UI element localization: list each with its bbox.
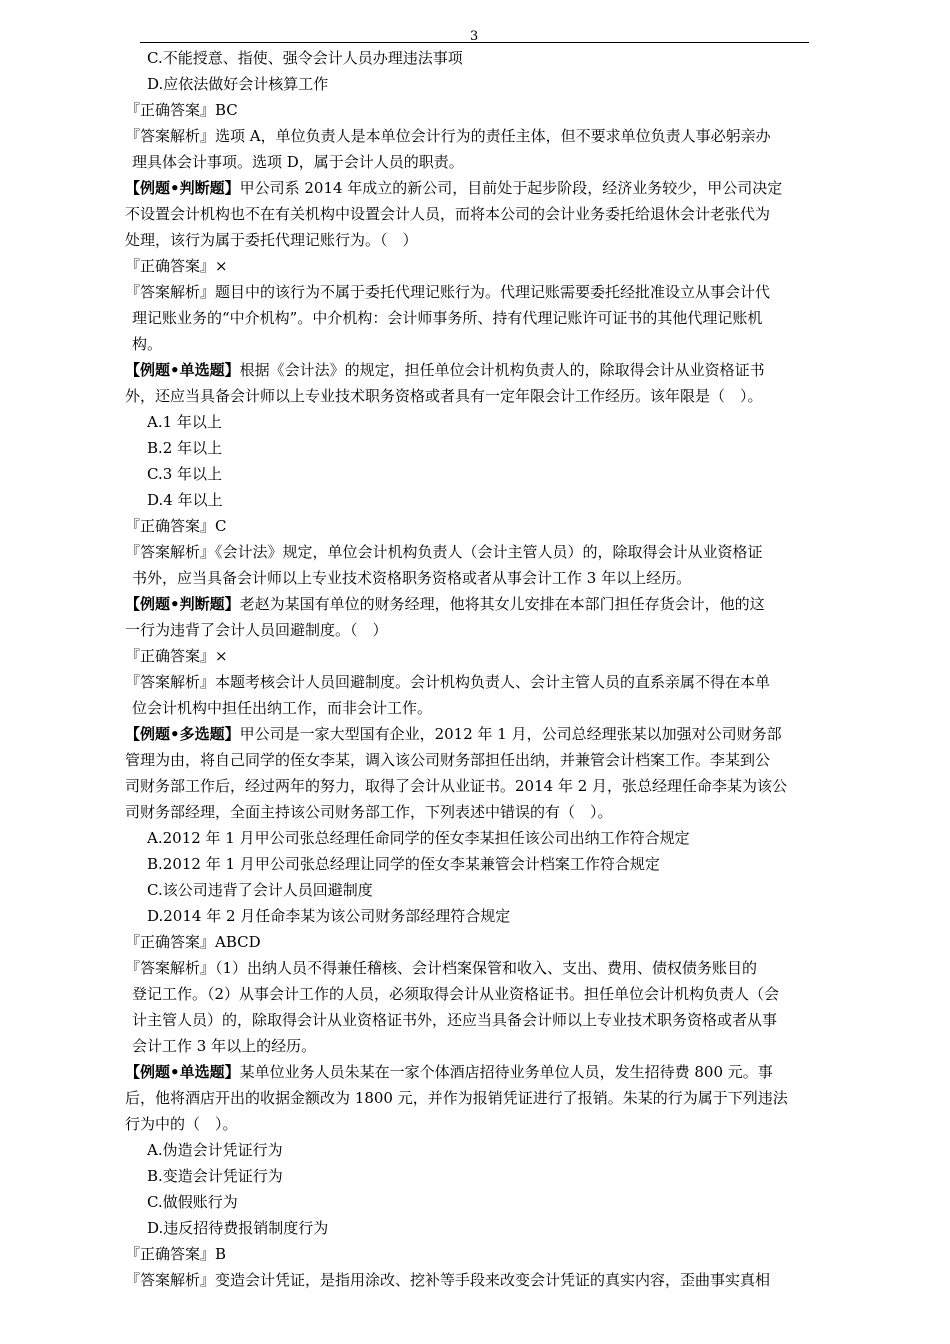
line-text: A.2012 年 1 月甲公司张总经理任命同学的侄女李某担任该公司出纳工作符合规定 xyxy=(147,829,690,847)
option-line xyxy=(114,45,844,71)
answer-explanation-continued xyxy=(114,149,844,175)
header-rule xyxy=(140,42,809,43)
line-text: 『正确答案』× xyxy=(125,647,228,665)
line-text: 管理为由，将自己同学的侄女李某，调入该公司财务部担任出纳，并兼管会计档案工作。李某到公 xyxy=(125,751,771,769)
question-line xyxy=(114,175,844,201)
option-line xyxy=(114,409,844,435)
answer-explanation xyxy=(114,123,844,149)
answer-explanation-continued xyxy=(114,565,844,591)
line-text: 处理，该行为属于委托代理记账行为。（ ） xyxy=(125,231,418,249)
correct-answer xyxy=(114,929,844,955)
line-text: C.不能授意、指使、强令会计人员办理违法事项 xyxy=(147,49,463,67)
option-line xyxy=(114,71,844,97)
correct-answer xyxy=(114,1241,844,1267)
line-text: 『正确答案』C xyxy=(125,517,227,535)
line-text: D.违反招待费报销制度行为 xyxy=(147,1219,329,1237)
answer-explanation xyxy=(114,1267,844,1293)
line-text: 『答案解析』（1）出纳人员不得兼任稽核、会计档案保管和收入、支出、费用、债权债务账目的 xyxy=(125,959,758,977)
option-line xyxy=(114,851,844,877)
line-text: 理具体会计事项。选项 D，属于会计人员的职责。 xyxy=(132,153,464,171)
line-text: 位会计机构中担任出纳工作，而非会计工作。 xyxy=(132,699,433,717)
question-type-label: 【例题•多选题】 xyxy=(125,725,240,743)
line-text: A.1 年以上 xyxy=(147,413,222,431)
line-text: 『正确答案』× xyxy=(125,257,228,275)
line-text: 『正确答案』ABCD xyxy=(125,933,261,951)
page-number: 3 xyxy=(470,29,479,44)
line-text: 『答案解析』《会计法》规定，单位会计机构负责人（会计主管人员）的，除取得会计从业资格证 xyxy=(125,543,763,561)
answer-explanation xyxy=(114,279,844,305)
answer-explanation-continued xyxy=(114,981,844,1007)
correct-answer xyxy=(114,97,844,123)
answer-explanation xyxy=(114,669,844,695)
correct-answer xyxy=(114,643,844,669)
question-continued xyxy=(114,747,844,773)
answer-explanation-continued xyxy=(114,305,844,331)
line-text: D.2014 年 2 月任命李某为该公司财务部经理符合规定 xyxy=(147,907,511,925)
question-continued xyxy=(114,227,844,253)
line-text: 书外，应当具备会计师以上专业技术资格职务资格或者从事会计工作 3 年以上经历。 xyxy=(132,569,692,587)
line-text: 某单位业务人员朱某在一家个体酒店招待业务单位人员，发生招待费 800 元。事 xyxy=(239,1063,773,1081)
question-type-label: 【例题•判断题】 xyxy=(125,595,240,613)
line-text: 理记账业务的“中介机构”。中介机构：会计师事务所、持有代理记账许可证书的其他代理记账机 xyxy=(132,309,763,327)
line-text: 行为中的（ ）。 xyxy=(125,1115,238,1133)
line-text: 『正确答案』B xyxy=(125,1245,227,1263)
question-continued xyxy=(114,201,844,227)
question-continued xyxy=(114,1085,844,1111)
document-body xyxy=(114,45,844,1293)
question-continued xyxy=(114,1111,844,1137)
line-text: C.做假账行为 xyxy=(147,1193,238,1211)
line-text: 『答案解析』本题考核会计人员回避制度。会计机构负责人、会计主管人员的直系亲属不得在本单 xyxy=(125,673,771,691)
question-line xyxy=(114,721,844,747)
line-text: 一行为违背了会计人员回避制度。（ ） xyxy=(125,621,388,639)
line-text: A.伪造会计凭证行为 xyxy=(147,1141,283,1159)
option-line xyxy=(114,1215,844,1241)
line-text: 登记工作。（2）从事会计工作的人员，必须取得会计从业资格证书。担任单位会计机构负责人（会 xyxy=(132,985,780,1003)
line-text: 甲公司是一家大型国有企业，2012 年 1 月，公司总经理张某以加强对公司财务部 xyxy=(239,725,782,743)
question-type-label: 【例题•单选题】 xyxy=(125,361,240,379)
line-text: 计主管人员）的，除取得会计从业资格证书外，还应当具备会计师以上专业技术职务资格或者从事 xyxy=(132,1011,778,1029)
question-type-label: 【例题•单选题】 xyxy=(125,1063,240,1081)
line-text: B.变造会计凭证行为 xyxy=(147,1167,283,1185)
line-text: 会计工作 3 年以上的经历。 xyxy=(132,1037,317,1055)
option-line xyxy=(114,825,844,851)
option-line xyxy=(114,1137,844,1163)
option-line xyxy=(114,461,844,487)
line-text: B.2 年以上 xyxy=(147,439,223,457)
line-text: B.2012 年 1 月甲公司张总经理让同学的侄女李某兼管会计档案工作符合规定 xyxy=(147,855,660,873)
correct-answer xyxy=(114,513,844,539)
answer-explanation xyxy=(114,539,844,565)
question-continued xyxy=(114,799,844,825)
line-text: 甲公司系 2014 年成立的新公司，目前处于起步阶段，经济业务较少，甲公司决定 xyxy=(239,179,783,197)
answer-explanation-continued xyxy=(114,331,844,357)
question-type-label: 【例题•判断题】 xyxy=(125,179,240,197)
answer-explanation-continued xyxy=(114,1007,844,1033)
answer-explanation-continued xyxy=(114,1033,844,1059)
line-text: C.该公司违背了会计人员回避制度 xyxy=(147,881,373,899)
line-text: 司财务部工作后，经过两年的努力，取得了会计从业证书。2014 年 2 月，张总经理任命李某为该公 xyxy=(125,777,788,795)
line-text: 构。 xyxy=(132,335,163,353)
line-text: 老赵为某国有单位的财务经理，他将其女儿安排在本部门担任存货会计，他的这 xyxy=(239,595,765,613)
line-text: 外，还应当具备会计师以上专业技术职务资格或者具有一定年限会计工作经历。该年限是（ ）。 xyxy=(125,387,763,405)
answer-explanation xyxy=(114,955,844,981)
line-text: 根据《会计法》的规定，担任单位会计机构负责人的，除取得会计从业资格证书 xyxy=(239,361,765,379)
question-line xyxy=(114,591,844,617)
line-text: 『正确答案』BC xyxy=(125,101,238,119)
question-line xyxy=(114,357,844,383)
question-continued xyxy=(114,383,844,409)
option-line xyxy=(114,877,844,903)
option-line xyxy=(114,903,844,929)
line-text: D.应依法做好会计核算工作 xyxy=(147,75,329,93)
option-line xyxy=(114,1163,844,1189)
line-text: 司财务部经理，全面主持该公司财务部工作，下列表述中错误的有（ ）。 xyxy=(125,803,613,821)
option-line xyxy=(114,1189,844,1215)
line-text: 『答案解析』题目中的该行为不属于委托代理记账行为。代理记账需要委托经批准设立从事会计代 xyxy=(125,283,771,301)
line-text: C.3 年以上 xyxy=(147,465,223,483)
question-line xyxy=(114,1059,844,1085)
line-text: 『答案解析』变造会计凭证，是指用涂改、挖补等手段来改变会计凭证的真实内容，歪曲事实真相 xyxy=(125,1271,771,1289)
correct-answer xyxy=(114,253,844,279)
line-text: 『答案解析』选项 A，单位负责人是本单位会计行为的责任主体，但不要求单位负责人事必躬亲办 xyxy=(125,127,771,145)
option-line xyxy=(114,487,844,513)
line-text: 不设置会计机构也不在有关机构中设置会计人员，而将本公司的会计业务委托给退休会计老张代为 xyxy=(125,205,771,223)
question-continued xyxy=(114,773,844,799)
question-continued xyxy=(114,617,844,643)
option-line xyxy=(114,435,844,461)
line-text: D.4 年以上 xyxy=(147,491,223,509)
line-text: 后，他将酒店开出的收据金额改为 1800 元，并作为报销凭证进行了报销。朱某的行为属于下列违法 xyxy=(125,1089,788,1107)
answer-explanation-continued xyxy=(114,695,844,721)
